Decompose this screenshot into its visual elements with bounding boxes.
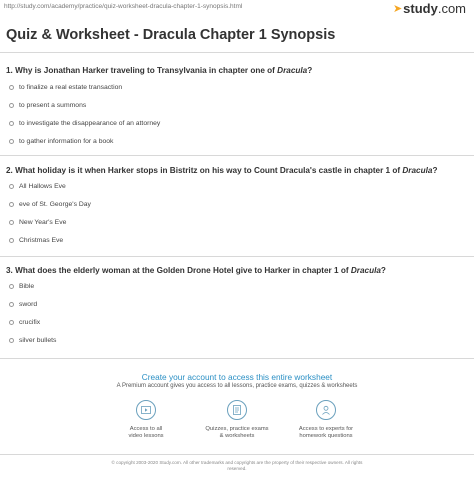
logo-bold: study [403,1,438,16]
question-2 [6,166,437,175]
answer-option[interactable] [9,283,34,290]
radio-icon[interactable] [9,139,14,144]
question-suffix: ? [307,66,313,75]
radio-icon[interactable] [9,202,14,207]
divider [0,155,474,156]
answer-option[interactable] [9,138,113,145]
question-text: 2. What holiday is it when Harker stops in Bistritz on his way to Count Dracula's castle in chapter 1 of [6,166,403,175]
premium-description: A Premium account gives you access to all lessons, practice exams, quizzes & worksheets [116,383,358,389]
option-label: crucifix [19,319,41,326]
logo-arrow-icon: ➤ [392,3,403,15]
question-suffix: ? [432,166,438,175]
divider [0,256,474,257]
option-label: New Year's Eve [19,219,67,226]
feature-label: video lessons [128,433,164,439]
radio-icon[interactable] [9,238,14,243]
answer-option[interactable] [9,319,40,326]
create-account-link[interactable]: Create your account to access this entire worksheet [141,372,333,382]
answer-option[interactable] [9,219,66,226]
page-url[interactable]: http://study.com/academy/practice/quiz-worksheet-dracula-chapter-1-synopsis.html [4,3,243,10]
divider [0,454,474,455]
question-text: 1. Why is Jonathan Harker traveling to Transylvania in chapter one of [6,66,278,75]
option-label: Bible [19,283,35,290]
feature-label: Access to experts for [298,426,354,432]
radio-icon[interactable] [9,85,14,90]
quiz-icon [227,400,247,420]
option-label: All Hallows Eve [19,183,66,190]
radio-icon[interactable] [9,103,14,108]
divider [0,358,474,359]
video-icon [136,400,156,420]
question-italic: Dracula [350,266,381,275]
feature-experts [286,400,366,440]
question-italic: Dracula [402,166,433,175]
option-label: to investigate the disappearance of an attorney [19,120,161,127]
feature-quizzes [197,400,277,440]
option-label: to present a summons [19,102,87,109]
feature-video [106,400,186,440]
footer-line: © copyright 2003-2020 Study.com. All other trademarks and copyrights are the property of their respective owners. All rights [111,460,363,465]
question-3 [6,266,386,275]
feature-label: Access to all [129,426,163,432]
question-suffix: ? [380,266,386,275]
option-label: eve of St. George's Day [19,201,91,208]
answer-option[interactable] [9,84,122,91]
study-logo[interactable] [393,1,466,16]
radio-icon[interactable] [9,302,14,307]
option-label: to finalize a real estate transaction [19,84,123,91]
question-1 [6,66,312,75]
copyright-footer [60,460,414,472]
footer-line: reserved. [227,466,247,471]
answer-option[interactable] [9,201,91,208]
option-label: to gather information for a book [19,138,114,145]
page-title: Quiz & Worksheet - Dracula Chapter 1 Synopsis [6,27,336,43]
top-bar [0,0,474,16]
option-label: sword [19,301,38,308]
radio-icon[interactable] [9,320,14,325]
option-label: silver bullets [19,337,57,344]
divider [0,52,474,53]
answer-option[interactable] [9,301,37,308]
radio-icon[interactable] [9,121,14,126]
answer-option[interactable] [9,337,56,344]
feature-label: & worksheets [219,433,255,439]
answer-option[interactable] [9,237,63,244]
answer-option[interactable] [9,183,66,190]
radio-icon[interactable] [9,284,14,289]
feature-label: Quizzes, practice exams [205,426,269,432]
logo-rest: .com [437,1,466,16]
answer-option[interactable] [9,120,160,127]
option-label: Christmas Eve [19,237,64,244]
expert-icon [316,400,336,420]
radio-icon[interactable] [9,338,14,343]
radio-icon[interactable] [9,220,14,225]
question-text: 3. What does the elderly woman at the Golden Drone Hotel give to Harker in chapter 1 of [6,266,351,275]
radio-icon[interactable] [9,184,14,189]
answer-option[interactable] [9,102,86,109]
question-italic: Dracula [277,66,308,75]
feature-label: homework questions [299,433,353,439]
